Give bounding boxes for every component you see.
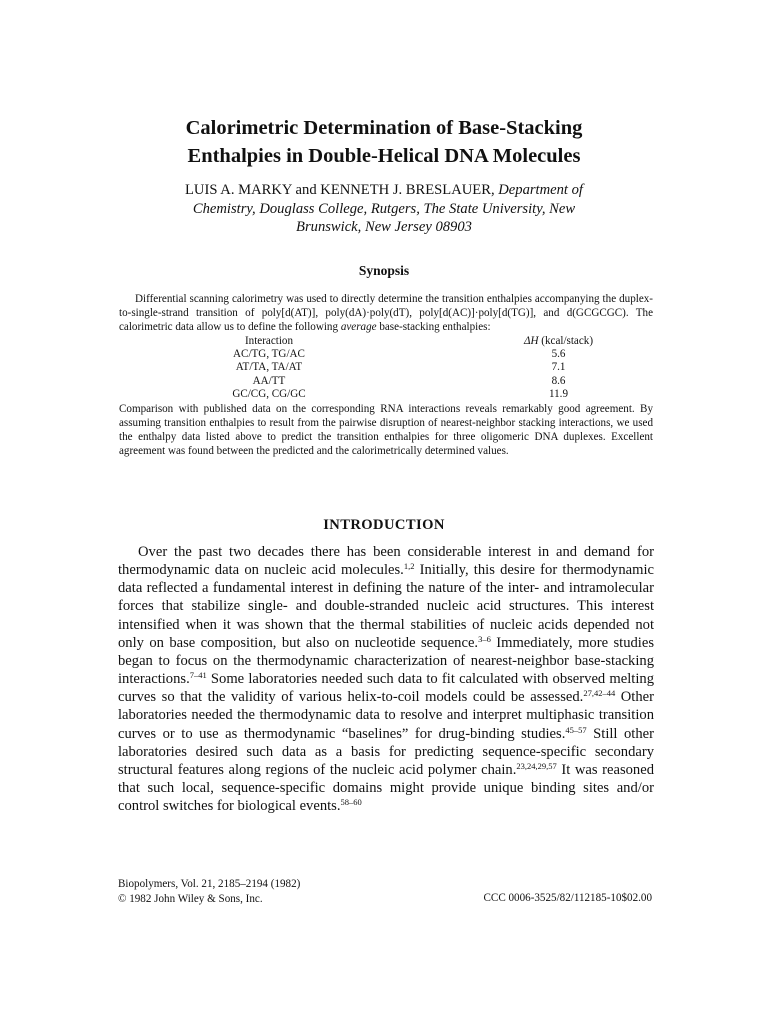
journal-info: Biopolymers, Vol. 21, 2185–2194 (1982) [118, 878, 301, 890]
citation-ref: 45–57 [565, 724, 587, 735]
synopsis-intro-text-2: base-stacking enthalpies: [376, 321, 491, 334]
row-interaction: AT/TA, TA/AT [235, 361, 303, 374]
row-interaction: GC/CG, CG/GC [232, 388, 306, 401]
introduction-heading: INTRODUCTION [323, 517, 445, 533]
citation-ref: 27,42–44 [583, 688, 616, 699]
synopsis-intro [119, 292, 653, 335]
affiliation-part-1: Department of [498, 182, 583, 198]
row-interaction: AC/TG, TG/AC [233, 348, 305, 361]
copyright-notice: © 1982 John Wiley & Sons, Inc. [118, 892, 263, 905]
synopsis-intro-text-1: Differential scanning calorimetry was used to directly determine the transition enthalpies accompanying the duplex-to-single-strand transition of poly[d(AT)], poly(dA)·poly(dT), poly[d(AC)]·poly[d(TG)], and d(GCGCGC). The calorimetric data allow us to define the following [119, 293, 653, 334]
footer-citation [118, 877, 300, 906]
intro-sentence: Immediately, more studies began to focus on the thermodynamic characterization of nearest-neighbor base-stacking interactions. [118, 634, 654, 688]
row-dh: 8.6 [551, 374, 566, 387]
synopsis-body [119, 292, 653, 458]
synopsis-intro-average: average [340, 321, 377, 334]
citation-ref: 1,2 [403, 561, 415, 572]
intro-sentence: Still other laboratories desired such data as a basis for predicting sequence-specific secondary structural features along regions of the nucleic acid polymer chain. [118, 725, 654, 778]
table-row [119, 348, 653, 361]
citation-ref: 23,24,29,57 [516, 760, 557, 771]
row-interaction: AA/TT [252, 374, 286, 387]
enthalpy-table-header [119, 335, 653, 348]
row-dh: 5.6 [551, 348, 566, 361]
intro-sentence: Over the past two decades there has been considerable interest in and demand for thermodynamic data on nucleic acid molecules. [118, 544, 654, 579]
author-block [100, 181, 668, 237]
intro-sentence: Other laboratories needed the thermodynamic data to resolve and interpret multiphasic transition curves or to use as thermodynamic “baselines” for drug-binding studies. [118, 689, 654, 742]
introduction-paragraph [118, 543, 654, 815]
table-row [119, 375, 653, 388]
title-line-1: Calorimetric Determination of Base-Stacking [185, 117, 583, 139]
affiliation-part-2: Chemistry, Douglass College, Rutgers, The State University, New [192, 200, 576, 217]
synopsis-heading: Synopsis [358, 263, 410, 278]
intro-sentence: Initially, this desire for thermodynamic data reflected a fundamental interest in defining the nature of the inter- and intramolecular forces that stabilize single- and double-stranded nucleic acid structures. This interest intensified when it was shown that the thermal stabilities of nucleic acids depended not only on base composition, but also on nucleotide sequence. [118, 562, 654, 651]
header-interaction: Interaction [244, 334, 294, 347]
author-line-1 [100, 181, 668, 200]
intro-sentence: It was reasoned that such local, sequence-specific domains might provide unique binding sites and/or control switches for biological events. [118, 761, 654, 815]
citation-ref: 58–60 [340, 797, 362, 808]
title-line-2: Enthalpies in Double-Helical DNA Molecules [187, 145, 581, 167]
header-dh-symbol: ΔH [523, 334, 539, 347]
header-dh-unit: (kcal/stack) [538, 334, 594, 347]
row-dh: 7.1 [551, 361, 566, 374]
ccc-code: CCC 0006-3525/82/112185-10$02.00 [483, 892, 652, 904]
citation-ref: 7–41 [189, 670, 207, 681]
author-names: LUIS A. MARKY and KENNETH J. BRESLAUER, [185, 182, 495, 198]
enthalpy-table [119, 335, 653, 402]
table-row [119, 361, 653, 374]
citation-ref: 3–6 [478, 633, 491, 644]
affiliation-part-3: Brunswick, New Jersey 08903 [296, 219, 472, 235]
table-row [119, 388, 653, 401]
row-dh: 11.9 [548, 388, 568, 401]
introduction-body [118, 543, 654, 815]
intro-sentence: Some laboratories needed such data to fit calculated with observed melting curves so that the validity of various helix-to-coil models could be assessed. [118, 671, 654, 706]
synopsis-conclusion: Comparison with published data on the corresponding RNA interactions reveals remarkably good agreement. By assuming transition enthalpies to result from the pairwise disruption of nearest-neighbor stacking interactions, we used the enthalpy data listed above to predict the transition enthalpies for three oligomeric DNA duplexes. Excellent agreement was found between the predicted and the calorimetrically determined values. [119, 402, 653, 458]
header-dh [384, 335, 653, 348]
paper-title [90, 114, 678, 170]
